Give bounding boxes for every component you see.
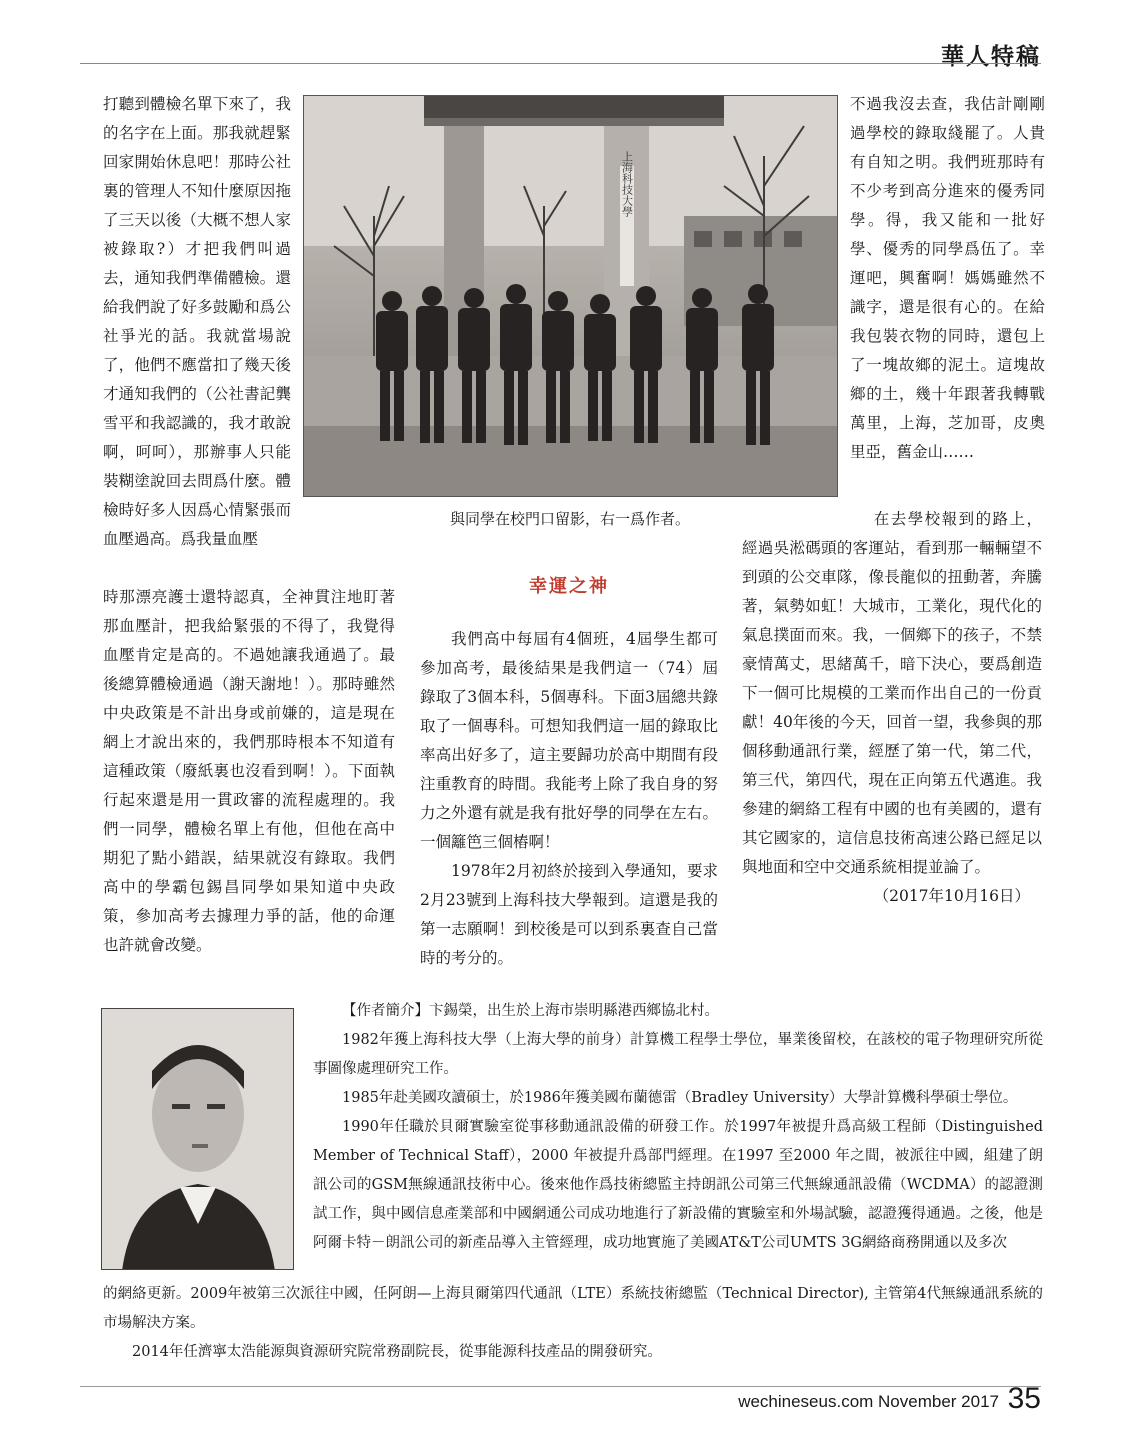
footer-divider — [80, 1386, 1041, 1387]
article-date: （2017年10月16日） — [873, 887, 1030, 905]
footer-site-date: wechineseus.com November 2017 — [738, 1392, 999, 1411]
author-bio-lower — [103, 1280, 1043, 1367]
author-portrait-illustration — [102, 1009, 294, 1270]
left-column-lower-text: 時那漂亮護士還特認真，全神貫注地盯著那血壓計，把我給緊張的不得了，我覺得血壓肯定是高的。不過她讓我通過了。最後總算體檢通過（謝天謝地！）。那時雖然中央政策是不計出身或前嫌的，這是現在網上才說出來的，我們那時根本不知道有這種政策（廢紙裏也沒看到啊！）。下面執行起來還是用一貫政審的流程處理的。我們一同學，體檢名單上有他，但他在高中期犯了點小錯誤，結果就沒有錄取。我們高中的學霸包錫昌同學如果知道中央政策，參加高考去據理力爭的話，他的命運也許就會改變。 — [103, 588, 395, 954]
middle-paragraph-2: 1978年2月初終於接到入學通知，要求2月23號到上海科技大學報到。這還是我的第一志願啊！到校後是可以到系裏查自己當時的考分的。 — [420, 862, 718, 967]
photo-caption: 與同學在校門口留影，右一爲作者。 — [449, 510, 690, 528]
bio-paragraph-1982: 1982年獲上海科技大學（上海大學的前身）計算機工程學士學位，畢業後留校，在該校的電子物理研究所從事圖像處理研究工作。 — [313, 1032, 1043, 1077]
class-photo-illustration — [304, 96, 838, 497]
svg-text:上海科技大學: 上海科技大學 — [620, 151, 634, 217]
middle-paragraph-1: 我們高中每屆有4個班，4屆學生都可參加高考，最後結果是我們這一（74）屆錄取了3個本科，5個專科。下面3屆總共錄取了一個專科。可想知我們這一屆的錄取比率高出好多了，這主要歸功於高中期間有段注重教育的時間。我能考上除了我自身的努力之外還有就是我有批好學的同學在左右。一個籬笆三個樁啊！ — [420, 630, 718, 851]
right-paragraph: 在去學校報到的路上，經過吳淞碼頭的客運站，看到那一輛輛望不到頭的公交車隊，像長龍似的扭動著，奔騰著，氣勢如虹！大城市，工業化，現代化的氣息撲面而來。我，一個鄉下的孩子，不禁豪情萬丈，思緒萬千，暗下決心，要爲創造下一個可比規模的工業而作出自己的一份貢獻！40年後的今天，回首一望，我參與的那個移動通訊行業，經歷了第一代，第二代，第三代，第四代，現在正向第五代邁進。我參建的網絡工程有中國的也有美國的，還有其它國家的，這信息技術高速公路已經足以與地面和空中交通系統相提並論了。 — [742, 510, 1042, 876]
class-photo — [303, 95, 838, 497]
header-divider — [80, 63, 1041, 64]
author-bio-upper — [313, 997, 1043, 1258]
bio-intro: 【作者簡介】卞錫榮，出生於上海市崇明縣港西鄉協北村。 — [342, 1003, 719, 1019]
right-column-upper-text: 不過我沒去查，我估計剛剛過學校的錄取綫罷了。人貴有自知之明。我們班那時有不少考到高分進來的優秀同學。得，我又能和一批好學、優秀的同學爲伍了。幸運吧，興奮啊！媽媽雖然不識字，還是很有心的。在給我包裝衣物的同時，還包上了一塊故鄉的泥土。這塊故鄉的土，幾十年跟著我轉戰萬里，上海，芝加哥，皮奧里亞，舊金山…… — [850, 95, 1045, 461]
magazine-section-title: 華人特稿 — [941, 44, 1041, 70]
bio-paragraph-1990: 1990年任職於貝爾實驗室從事移動通訊設備的研發工作。於1997年被提升爲高級工程師（Distinguished Member of Technical Staff），2000 年被提升爲部門經理。在1997 至2000 年之間，被派往中國，組建了朗訊公司的GSM無線通訊技術中心。後來他作爲技術總監主持朗訊公司第三代無線通訊設備（WCDMA）的認證測試工作，與中國信息產業部和中國網通公司成功地進行了新設備的實驗室和外場試驗，認證獲得通過。之後，他是阿爾卡特－朗訊公司的新產品導入主管經理，成功地實施了美國AT&T公司UMTS 3G網絡商務開通以及多次 — [313, 1119, 1043, 1251]
bio-paragraph-2014: 2014年任濟寧太浩能源與資源研究院常務副院長，從事能源科技產品的開發研究。 — [132, 1344, 662, 1360]
bio-paragraph-2009: 的網絡更新。2009年被第三次派往中國，任阿朗—上海貝爾第四代通訊（LTE）系統技術總監（Technical Director), 主管第4代無線通訊系統的市場解決方案。 — [103, 1286, 1043, 1331]
author-portrait — [101, 1008, 294, 1270]
left-column-upper-text: 打聽到體檢名單下來了，我的名字在上面。那我就趕緊回家開始休息吧！那時公社裏的管理人不知什麼原因拖了三天以後（大概不想人家被錄取?）才把我們叫過去，通知我們準備體檢。還給我們說了好多鼓勵和爲公社爭光的話。我就當場說了，他們不應當扣了幾天後才通知我們的（公社書記龔雪平和我認識的，我才敢說啊，呵呵），那辦事人只能裝糊塗說回去問爲什麼。體檢時好多人因爲心情緊張而血壓過高。爲我量血壓 — [103, 95, 291, 548]
right-column-lower-text — [742, 505, 1042, 911]
bio-paragraph-1985: 1985年赴美國攻讀碩士，於1986年獲美國布蘭德雷（Bradley University）大學計算機科學碩士學位。 — [342, 1090, 1018, 1106]
section-heading: 幸運之神 — [529, 576, 609, 597]
middle-column-text — [420, 625, 718, 973]
page-number: 35 — [1007, 1382, 1041, 1415]
